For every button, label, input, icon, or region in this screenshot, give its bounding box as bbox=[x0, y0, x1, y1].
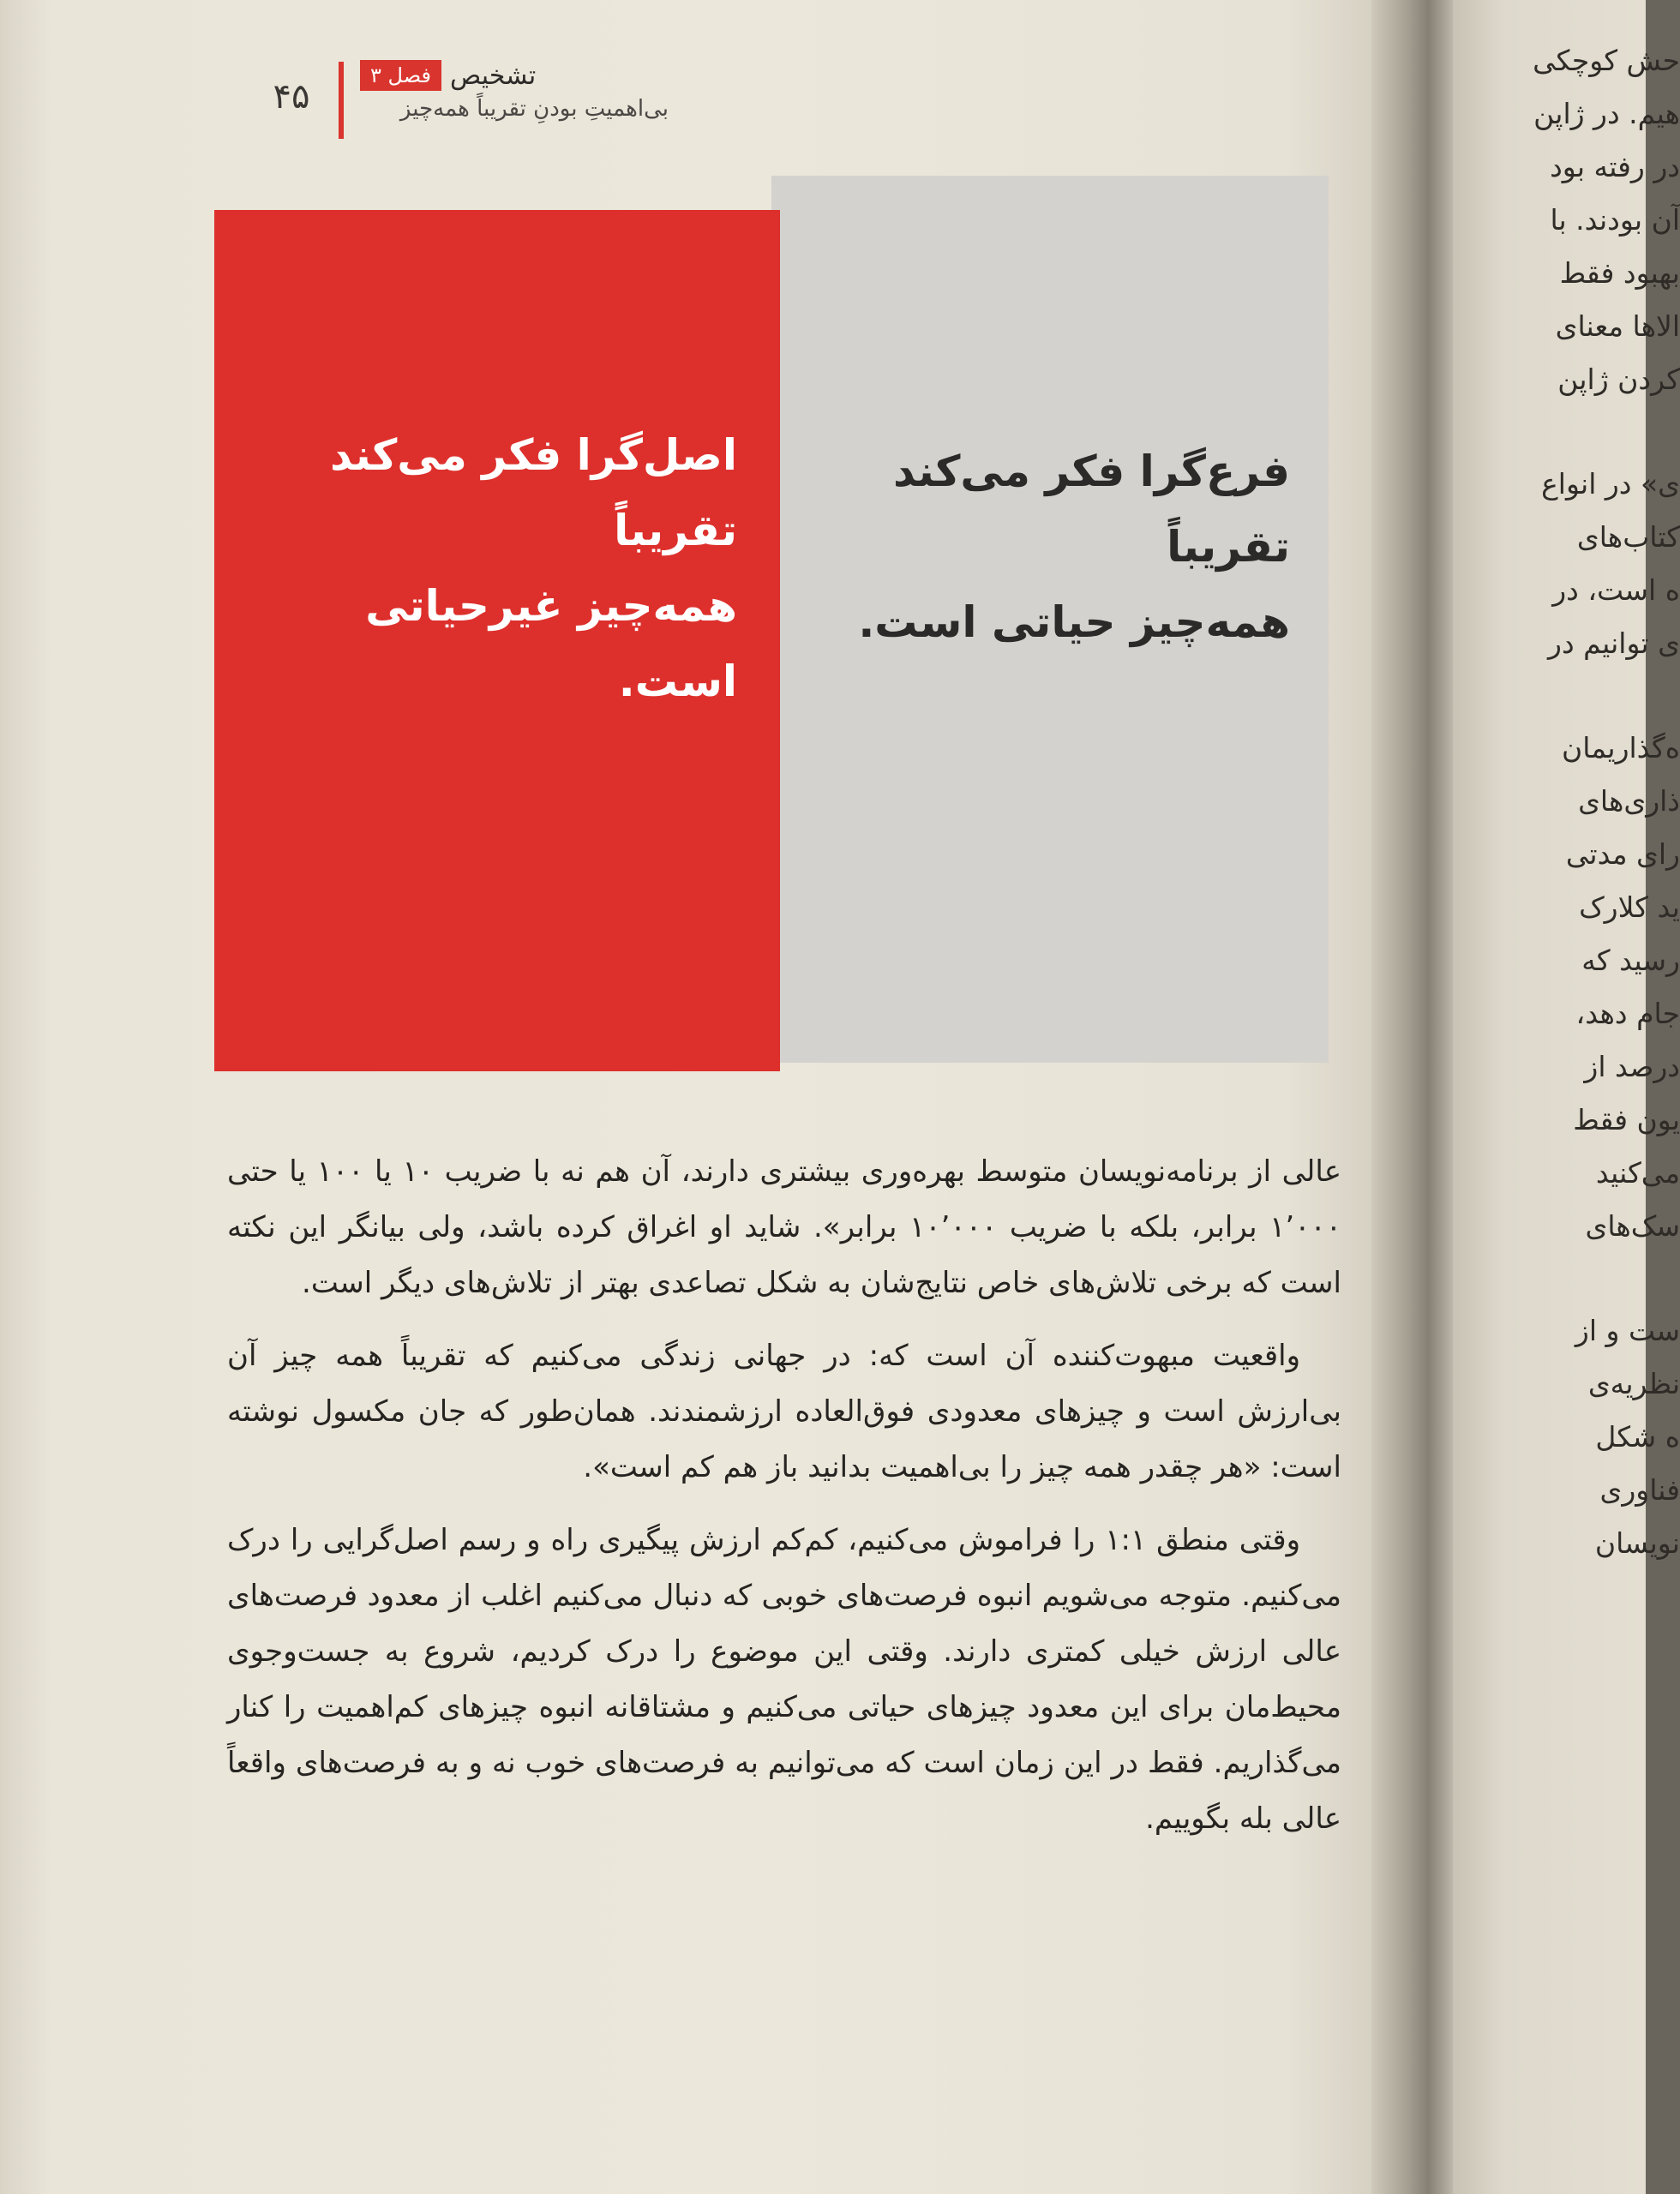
right-page-gap bbox=[1491, 670, 1646, 722]
running-header bbox=[360, 60, 669, 122]
right-page-line: سک‌های bbox=[1585, 1209, 1680, 1243]
essentialist-panel bbox=[214, 210, 780, 1071]
page-number: ۴۵ bbox=[273, 77, 310, 117]
essentialist-statement bbox=[257, 417, 737, 719]
header-divider bbox=[339, 62, 344, 139]
nonessentialist-line-2: همه‌چیز حیاتی است. bbox=[858, 596, 1290, 647]
nonessentialist-line-1: فرع‌گرا فکر می‌کند تقریباً bbox=[893, 446, 1290, 572]
right-page-line: ه است، در bbox=[1552, 573, 1680, 607]
right-page-line: کتاب‌های bbox=[1576, 520, 1680, 554]
right-page-line: کردن ژاپن bbox=[1557, 363, 1680, 396]
right-page-line: ذاری‌های bbox=[1578, 784, 1680, 818]
paragraph: عالی از برنامه‌نویسان متوسط بهره‌وری بیشتری دارند، آن هم نه با ضریب ۱۰ یا ۱۰۰ یا حتی ۱٬۰۰۰ برابر، بلکه با ضریب ۱۰٬۰۰۰ برابر». شاید او اغراق کرده باشد، ولی بیانگر این نکته است که برخی تلاش‌های خاص نتایج‌شان به شکل تصاعدی بهتر از تلاش‌های دیگر است. bbox=[227, 1154, 1341, 1300]
book-gutter bbox=[1371, 0, 1453, 2194]
body-text bbox=[227, 1144, 1341, 1864]
right-page-line: نویسان bbox=[1594, 1526, 1680, 1560]
paragraph: وقتی منطق ۱:۱ را فراموش می‌کنیم، کم‌کم ارزش پیگیری راه و رسم اصل‌گرایی را درک می‌کنیم. متوجه می‌شویم انبوه فرصت‌های خوبی که دنبال می‌کنیم اغلب از معدود فرصت‌های عالی ارزش خیلی کمتری دارند. وقتی این موضوع را درک کردیم، شروع به جست‌وجوی محیط‌مان برای این معدود چیزهای حیاتی می‌کنیم و مشتاقانه انبوه چیزهای کم‌اهمیت را کنار می‌گذاریم. فقط در این زمان است که می‌توانیم به فرصت‌های خوب نه و به فرصت‌های واقعاً عالی بله بگوییم. bbox=[227, 1523, 1341, 1836]
right-page-line: جام دهد، bbox=[1575, 997, 1680, 1030]
right-page-line: ه‌گذاریمان bbox=[1562, 731, 1680, 764]
chapter-title: تشخیص bbox=[449, 60, 537, 91]
comparison-figure bbox=[214, 176, 1329, 1071]
right-page-line: می‌کنید bbox=[1595, 1156, 1680, 1190]
right-page-gap bbox=[1491, 406, 1646, 458]
right-page-line: هیم. در ژاپن bbox=[1533, 97, 1680, 130]
essentialist-line-2: همه‌چیز غیرحیاتی است. bbox=[365, 580, 737, 706]
right-page-line: ید کلارک bbox=[1579, 890, 1680, 924]
right-page-line: بهبود فقط bbox=[1559, 256, 1680, 290]
right-page-line: الاها معنای bbox=[1555, 309, 1680, 343]
right-page-line: یون فقط bbox=[1573, 1103, 1680, 1136]
right-page-line: رای مدتی bbox=[1565, 837, 1680, 871]
right-page-line: آن بودند. با bbox=[1550, 203, 1680, 237]
right-page-line: درصد از bbox=[1584, 1050, 1680, 1083]
right-page-line: رسید که bbox=[1581, 944, 1680, 977]
right-page-line: ی توانیم در bbox=[1548, 626, 1680, 660]
right-page-line: حش کوچکی bbox=[1533, 44, 1680, 77]
right-page-line: در رفته بود bbox=[1550, 150, 1680, 183]
right-page-line: ست و از bbox=[1575, 1314, 1680, 1347]
essentialist-line-1: اصل‌گرا فکر می‌کند تقریباً bbox=[329, 429, 737, 555]
section-title: بی‌اهمیتِ بودنِ تقریباً همه‌چیز bbox=[399, 96, 669, 122]
right-page-line: فناوری bbox=[1599, 1473, 1680, 1507]
right-page-line: ه شکل bbox=[1595, 1420, 1680, 1454]
chapter-badge: فصل ۳ bbox=[360, 60, 441, 91]
right-page-text bbox=[1491, 34, 1680, 2194]
right-page-gap bbox=[1491, 1253, 1646, 1304]
nonessentialist-statement bbox=[810, 434, 1290, 660]
right-page-line: نظریه‌ی bbox=[1587, 1367, 1680, 1400]
right-page-line: ی» در انواع bbox=[1541, 467, 1680, 501]
header-top-line bbox=[360, 60, 669, 91]
paragraph: واقعیت مبهوت‌کننده آن است که: در جهانی زندگی می‌کنیم که تقریباً همه چیز آن بی‌ارزش است و چیزهای معدودی فوق‌العاده ارزشمندند. همان‌طور که جان مکسول نوشته است: «هر چقدر همه چیز را بی‌اهمیت بدانید باز هم کم است». bbox=[227, 1339, 1341, 1484]
nonessentialist-panel bbox=[771, 176, 1329, 1063]
